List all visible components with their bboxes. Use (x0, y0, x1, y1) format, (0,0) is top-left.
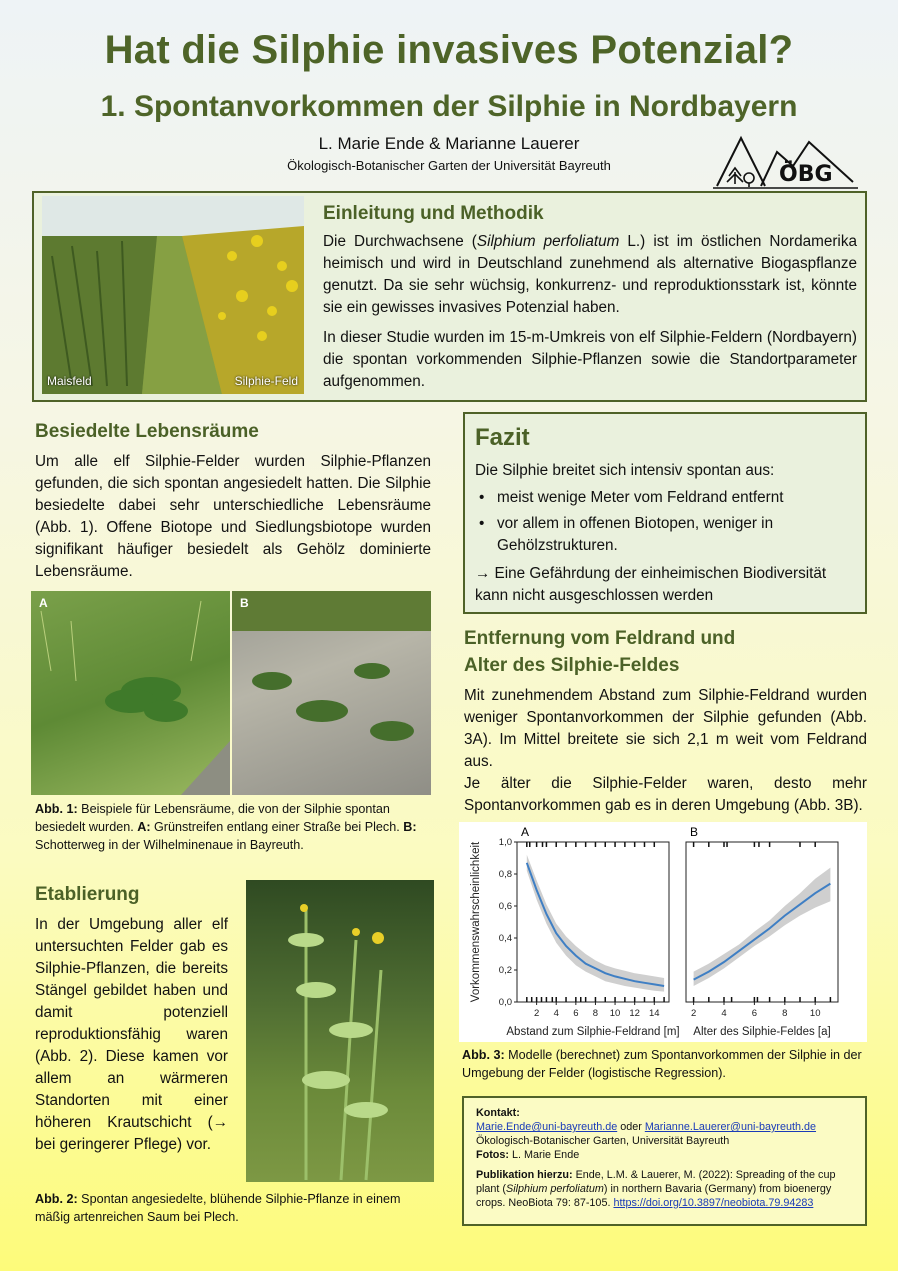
panel-a-x-tick-label: 6 (573, 1008, 579, 1019)
panel-a-confidence-band (527, 855, 664, 992)
y-tick-label: 1,0 (498, 837, 512, 848)
panel-b-x-tick-label: 4 (721, 1008, 727, 1019)
authors: L. Marie Ende & Marianne Lauerer (318, 134, 580, 153)
caption-1-b-text: Schotterweg in der Wilhelminenaue in Bayreuth. (35, 838, 304, 852)
publication (476, 1168, 853, 1210)
intro-text-a: Die Durchwachsene ( (323, 233, 477, 250)
panel-b-x-tick-label: 2 (690, 1008, 697, 1019)
intro-paragraph-1 (323, 231, 857, 319)
contact-box (462, 1096, 867, 1226)
contact-institution: Ökologisch-Botanischer Garten, Universität Bayreuth (476, 1135, 730, 1147)
caption-2-text: Spontan angesiedelte, blühende Silphie-Pflanze in einem mäßig artenreichen Saum bei Plech. (35, 1192, 401, 1224)
conclusion-bullet-text: vor allem in offenen Biotopen, weniger in Gehölzstrukturen. (497, 515, 774, 554)
intro-text-b: L.) ist im östlichen Nordamerika heimisch und wird in Deutschland zunehmend als alternative Biogaspflanze genutzt. Da sie sehr wüchsig, konkurrenz- und reproduktionsstark ist, könnte sie ein gewisses invasives Potenzial haben. (323, 233, 857, 316)
publication-species: Silphium perfoliatum (506, 1183, 604, 1195)
panel-a-x-tick-label: 8 (592, 1008, 599, 1019)
panel-b-x-tick-label: 8 (782, 1008, 788, 1019)
caption-1-a-text: Grünstreifen entlang einer Straße bei Plech. (150, 820, 404, 834)
silphie-plant-photo (246, 880, 434, 1182)
conclusion-bullet-text: meist wenige Meter vom Feldrand entfernt (497, 489, 784, 506)
contact-emails (476, 1120, 853, 1134)
logo-text: ÖBG (779, 162, 833, 187)
panel-a-x-axis-label: Abstand zum Silphie-Feldrand [m] (506, 1026, 680, 1038)
institution: Ökologisch-Botanischer Garten der Universität Bayreuth (287, 158, 611, 173)
establishment-heading: Etablierung (35, 884, 140, 905)
panel-a-x-tick-label: 10 (609, 1008, 621, 1019)
distance-text-2: Je älter die Silphie-Felder waren, desto mehr Spontanvorkommen gab es in deren Umgebung (Abb. 3B). (464, 775, 867, 814)
habitat-photo-b-art (232, 591, 431, 795)
conclusion-bullet (475, 513, 859, 557)
caption-1-a-label: A: (137, 820, 151, 834)
photo-label-corn: Maisfeld (47, 374, 92, 388)
intro-box (32, 191, 867, 402)
figure-1-caption (35, 800, 431, 854)
conclusion-result: → Eine Gefährdung der einheimischen Biodiversität kann nicht ausgeschlossen werden (475, 565, 827, 604)
species-name: Silphium perfoliatum (476, 233, 620, 250)
y-axis-label: Vorkommenswahrscheinlichkeit (470, 841, 482, 1003)
poster-subtitle: 1. Spontanvorkommen der Silphie in Nordbayern (100, 90, 798, 123)
habitat-photo-a-art (31, 591, 230, 795)
caption-3-text: Modelle (berechnet) zum Spontanvorkommen der Silphie in der Umgebung der Felder (logistische Regression). (462, 1048, 862, 1080)
photo-credits-label: Fotos: (476, 1149, 509, 1161)
figure-3 (459, 822, 867, 1042)
conclusion-heading: Fazit (475, 424, 530, 451)
habitats-text: Um alle elf Silphie-Felder wurden Silphie-Pflanzen gefunden, die sich spontan angesiedelt hatten. Die Silphie besiedelte dabei sehr unterschiedliche Lebensräume (Abb. 1). Offene Biotope und Siedlungsbiotope wurden signifikant häufiger besiedelt als Gehölz dominierte Lebensräume. (35, 453, 431, 580)
panel-a-label: A (521, 825, 530, 839)
contact-label (476, 1106, 853, 1120)
panel-b-x-axis-label: Alter des Silphie-Feldes [a] (693, 1026, 831, 1038)
caption-1-text: Beispiele für Lebensräume, die von der Silphie spontan besiedelt wurden. (35, 802, 390, 834)
caption-2-label: Abb. 2: (35, 1192, 78, 1206)
conclusion-box (463, 412, 867, 614)
photo-credits (476, 1148, 853, 1162)
contact-label-text: Kontakt: (476, 1107, 520, 1119)
caption-1-b-label: B: (403, 820, 417, 834)
silphie-plant-photo-art (246, 880, 434, 1182)
photo-b-label: B (240, 596, 249, 610)
establishment-text: In der Umgebung aller elf untersuchten Felder gab es Silphie-Pflanzen, die bereits Stängel gebildet haben und damit potenziell reproduktionsfähig waren (Abb. 2). Diese kamen vor allem an wärmeren Standorten mit einer höheren Krautschicht (→ bei geringerer Pflege) vor. (35, 916, 228, 1153)
email-link-1[interactable]: Marie.Ende@uni-bayreuth.de (476, 1121, 618, 1133)
intro-heading: Einleitung und Methodik (323, 203, 544, 224)
conclusion-bullet (475, 487, 859, 509)
y-tick-label: 0,0 (498, 997, 512, 1008)
conclusion-list (475, 487, 859, 557)
distance-heading-2: Alter des Silphie-Feldes (464, 655, 680, 676)
figure-2-caption (35, 1190, 433, 1226)
photo-a-label: A (39, 596, 48, 610)
distance-text-1: Mit zunehmendem Abstand zum Silphie-Feldrand wurden weniger Spontanvorkommen der Silphie gefunden (Abb. 3A). Im Mittel breitete sie sich 2,1 m weit vom Feldrand aus. (464, 687, 867, 770)
habitat-photo-a (31, 591, 230, 795)
panel-a-x-tick-label: 14 (649, 1008, 660, 1019)
publication-text-b: ) in northern Bavaria (Germany) from bioenergy crops. NeoBiota 79: 87-105. (476, 1183, 832, 1209)
field-photo-art (42, 196, 304, 394)
caption-1-label: Abb. 1: (35, 802, 78, 816)
y-tick-label: 0,8 (498, 869, 512, 880)
photo-label-silphie: Silphie-Feld (234, 374, 298, 388)
email-link-2[interactable]: Marianne.Lauerer@uni-bayreuth.de (644, 1121, 817, 1133)
habitat-photo-b (232, 591, 431, 795)
panel-a-x-tick-label: 4 (553, 1008, 559, 1019)
bullet-icon: • (479, 515, 485, 532)
distance-heading-1: Entfernung vom Feldrand und (464, 628, 736, 649)
panel-a-x-tick-label: 12 (629, 1008, 640, 1019)
panel-b-x-tick-label: 6 (751, 1008, 758, 1019)
doi-link[interactable]: https://doi.org/10.3897/neobiota.79.94283 (613, 1197, 814, 1209)
poster-title: Hat die Silphie invasives Potenzial? (104, 28, 794, 72)
contact-or: oder (617, 1121, 645, 1133)
panel-b-label: B (690, 825, 699, 839)
figure-3-chart (459, 822, 867, 1042)
y-tick-label: 0,4 (498, 933, 512, 944)
figure-3-caption (462, 1046, 867, 1082)
photo-credits-text: L. Marie Ende (508, 1149, 580, 1161)
bullet-icon: • (479, 489, 485, 506)
y-tick-label: 0,2 (498, 965, 512, 976)
panel-b-x-tick-label: 10 (809, 1008, 821, 1019)
caption-3-label: Abb. 3: (462, 1048, 505, 1062)
habitats-heading: Besiedelte Lebensräume (35, 421, 259, 442)
intro-paragraph-2: In dieser Studie wurden im 15-m-Umkreis von elf Silphie-Feldern (Nordbayern) die spontan vorkommenden Silphie-Pflanzen sowie die Standortparameter aufgenommen. (323, 329, 857, 390)
panel-a-x-tick-label: 2 (533, 1008, 540, 1019)
y-tick-label: 0,6 (498, 901, 512, 912)
field-photo (42, 196, 304, 394)
publication-label: Publikation hierzu: (476, 1169, 573, 1181)
conclusion-lead: Die Silphie breitet sich intensiv spontan aus: (475, 462, 775, 479)
publication-text-a: Ende, L.M. & Lauerer, M. (2022): Spreading of the cup plant ( (476, 1169, 836, 1195)
